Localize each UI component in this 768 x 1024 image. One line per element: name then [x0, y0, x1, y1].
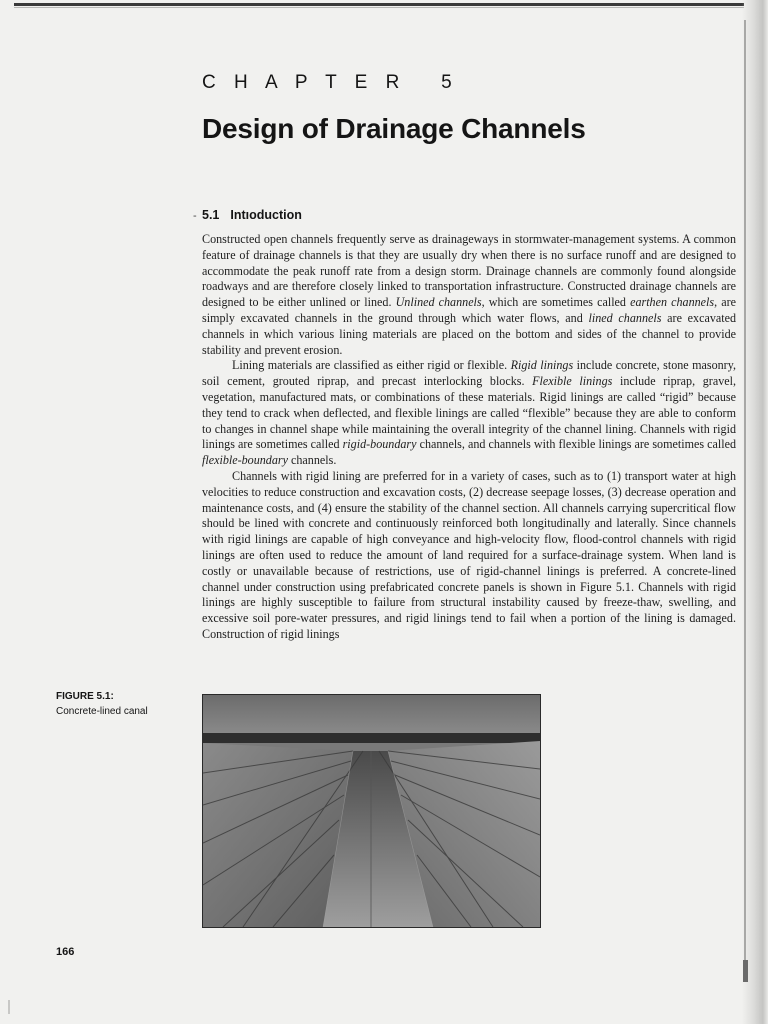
body-paragraph [202, 469, 736, 643]
italic-term: rigid-boundary [342, 437, 417, 452]
top-rule [14, 3, 744, 6]
italic-term: Flexible linings [532, 374, 613, 389]
text-run: Channels with rigid lining are preferred for in a variety of cases, such as to (1) transport water at high velocities to reduce construction and excavation costs, (2) decrease seepage losses, (3) decrease operation and maintenance costs, and (4) ensure the stability of the channel section. All channels carrying supercritical flow should be lined with concrete and continuously reinforced both longitudinally and laterally. Since channels with rigid linings are capable of high conveyance and high-velocity flow, flood-control channels with rigid linings are often used to reduce the amount of land required for a surface-drainage system. When land is costly or unavailable because of restrictions, use of rigid-channel linings is preferred. A concrete-lined channel under construction using prefabricated concrete panels is shown in Figure 5.1. Channels with rigid linings are highly susceptible to failure from structural instability caused by freeze-thaw, swelling, and excessive soil pore-water pressures, and rigid linings tend to fail when a portion of the lining is damaged. Construction of rigid linings [202, 468, 736, 641]
body-paragraph [202, 358, 736, 469]
text-run: Lining materials are classified as either rigid or flexible. [232, 358, 511, 373]
text-run: include riprap, gravel, vegetation, manufactured mats, or combinations of these materials. Rigid linings are called “rigid” because they tend to crack when deflected, and flexible linings are called “flexible” because they are able to conform to changes in channel shape while maintaining the overall integrity of the channel lining. Channels with rigid linings are sometimes called [202, 374, 736, 452]
chapter-title: Design of Drainage Channels [202, 113, 586, 144]
italic-term: Unlined channels [395, 295, 482, 310]
text-run: , are simply excavated channels in the ground through which water flows, and [202, 295, 736, 325]
section-number: 5.1 [202, 208, 220, 222]
italic-term: earthen channels [630, 295, 715, 310]
page-edge-tab [743, 960, 748, 982]
section-dash-mark: - [193, 210, 197, 222]
figure-label: FIGURE 5.1: [56, 691, 114, 702]
chapter-label: C H A P T E R 5 [202, 72, 459, 93]
text-run: are excavated channels in which various lining materials are placed on the bottom and sides of the channel to provide stability and prevent erosion. [202, 310, 737, 357]
figure-caption: Concrete-lined canal [56, 706, 148, 717]
page-edge-line [744, 20, 746, 980]
text-run: Constructed open channels frequently serve as drainageways in stormwater-management systems. A common feature of drainage channels is that they are usually dry when there is no surface runoff and are designed to accommodate the peak runoff rate from a design storm. Drainage channels are commonly found alongside roadways and are therefore closely linked to transportation infrastructure. Constructed drainage channels are designed to be either unlined or lined. [202, 232, 736, 310]
italic-term: flexible-boundary [202, 453, 288, 468]
margin-mark [8, 1000, 10, 1014]
italic-term: lined channels [588, 310, 662, 325]
text-run: include concrete, stone masonry, soil cement, grouted riprap, and precast interlocking blocks. [202, 358, 736, 389]
section-title: Intıoduction [230, 208, 302, 222]
text-run: , which are sometimes called [481, 295, 631, 310]
italic-term: Rigid linings [510, 358, 574, 373]
section-heading [202, 208, 302, 222]
concrete-canal-photo [203, 695, 540, 927]
body-paragraph [202, 232, 736, 358]
figure-photo [202, 694, 541, 928]
text-run: channels, and channels with flexible linings are sometimes called [416, 437, 736, 452]
text-run: channels. [287, 453, 337, 468]
page-number: 166 [56, 946, 75, 958]
top-rule-shadow [14, 7, 744, 8]
body-text [202, 232, 736, 643]
